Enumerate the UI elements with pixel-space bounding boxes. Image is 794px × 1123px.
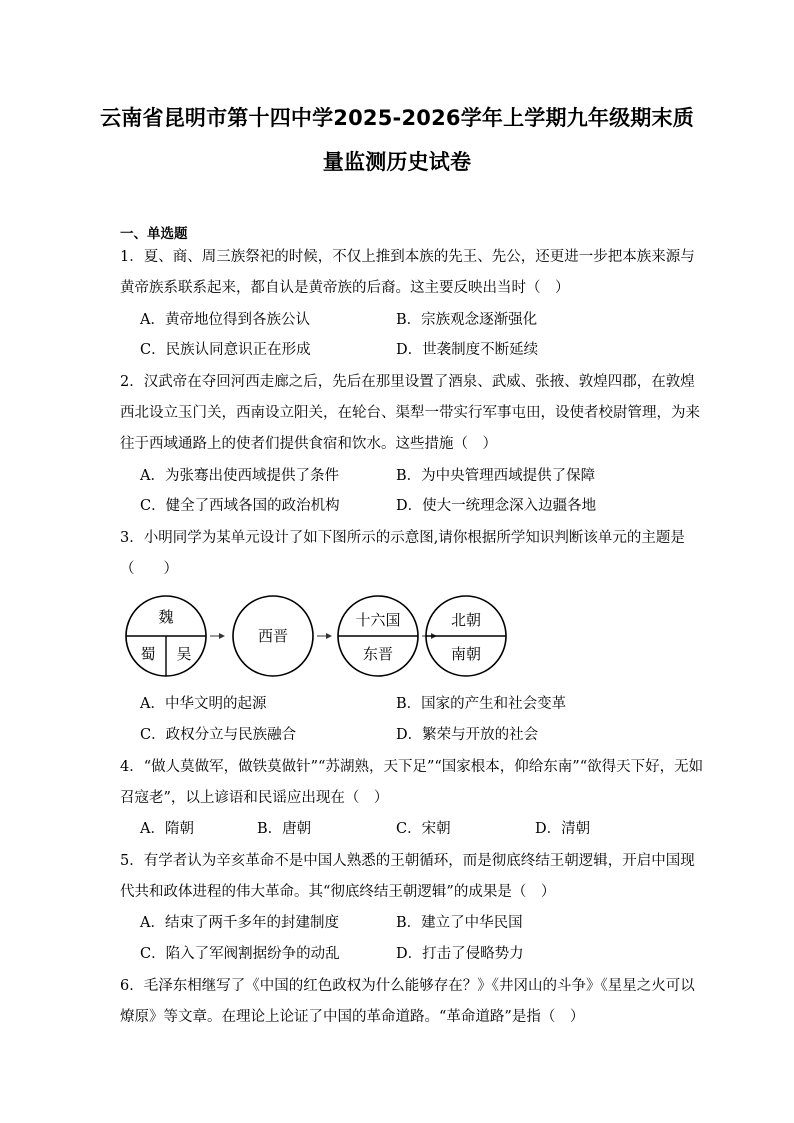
question-5-option-d: D．打击了侵略势力 bbox=[396, 946, 524, 962]
diagram-label-southern-dynasties: 南朝 bbox=[450, 645, 482, 663]
diagram-circle-sixteen-kingdoms bbox=[338, 596, 418, 676]
question-5-text: 代共和政体进程的伟大革命。其“彻底终结王朝逻辑”的成果是（ ） bbox=[120, 884, 556, 900]
question-3-text: 3．小明同学为某单元设计了如下图所示的示意图,请你根据所学知识判断该单元的主题是 bbox=[120, 530, 685, 546]
question-3-text: （ ） bbox=[120, 561, 178, 577]
question-1-text: 黄帝族系联系起来，都自认是黄帝族的后裔。这主要反映出当时（ ） bbox=[120, 280, 570, 296]
question-5-option-a: A．结束了两千多年的封建制度 bbox=[140, 915, 339, 931]
diagram-circle-northern-southern bbox=[426, 596, 506, 676]
question-4-text: 4．“做人莫做军，做铁莫做针”“苏湖熟，天下足”“国家根本，仰给东南”“欲得天下好，无如 bbox=[120, 759, 704, 775]
question-3-option-a: A．中华文明的起源 bbox=[140, 696, 267, 712]
question-4-option-c: C．宋朝 bbox=[396, 821, 451, 837]
exam-title-line-2: 量监测历史试卷 bbox=[322, 150, 472, 174]
question-4-text: 召寇老”，以上谚语和民谣应出现在（ ） bbox=[120, 790, 389, 806]
exam-title-line-1: 云南省昆明市第十四中学2025-2026学年上学期九年级期末质 bbox=[100, 106, 694, 130]
diagram-label-western-jin: 西晋 bbox=[257, 627, 289, 645]
diagram-label-shu: 蜀 bbox=[140, 645, 156, 663]
question-2-option-c: C．健全了西域各国的政治机构 bbox=[140, 498, 340, 514]
question-1-text: 1．夏、商、周三族祭祀的时候，不仅上推到本族的先王、先公，还更进一步把本族来源与 bbox=[120, 249, 695, 265]
diagram-circle-western-jin bbox=[233, 596, 313, 676]
question-5-option-c: C．陷入了军阀割据纷争的动乱 bbox=[140, 946, 340, 962]
diagram-label-sixteen-kingdoms: 十六国 bbox=[355, 611, 401, 629]
diagram-label-wu: 吴 bbox=[176, 645, 192, 663]
diagram-label-northern-dynasties: 北朝 bbox=[450, 611, 482, 629]
question-2-option-b: B．为中央管理西域提供了保障 bbox=[396, 468, 596, 484]
diagram-label-wei: 魏 bbox=[158, 608, 174, 626]
dynasty-flow-diagram bbox=[122, 592, 512, 682]
question-2-option-d: D．使大一统理念深入边疆各地 bbox=[396, 498, 597, 514]
question-3-option-c: C．政权分立与民族融合 bbox=[140, 727, 297, 743]
question-2-text: 西北设立玉门关，西南设立阳关，在轮台、渠犁一带实行军事屯田，设使者校尉管理，为来 bbox=[120, 405, 700, 421]
question-2-option-a: A．为张骞出使西域提供了条件 bbox=[140, 468, 339, 484]
question-6-text: 6．毛泽东相继写了《中国的红色政权为什么能够存在？》《井冈山的斗争》《星星之火可以 bbox=[120, 978, 695, 994]
question-6-text: 燎原》等文章。在理论上论证了中国的革命道路。“革命道路”是指（ ） bbox=[120, 1009, 585, 1025]
question-3-option-d: D．繁荣与开放的社会 bbox=[396, 727, 539, 743]
question-4-option-d: D．清朝 bbox=[535, 821, 591, 837]
question-2-text: 往于西域通路上的使者们提供食宿和饮水。这些措施（ ） bbox=[120, 436, 497, 452]
question-5-option-b: B．建立了中华民国 bbox=[396, 915, 523, 931]
question-4-option-b: B．唐朝 bbox=[257, 821, 312, 837]
question-2-text: 2．汉武帝在夺回河西走廊之后，先后在那里设置了酒泉、武威、张掖、敦煌四郡，在敦煌 bbox=[120, 374, 695, 390]
question-1-option-d: D．世袭制度不断延续 bbox=[396, 342, 539, 358]
section-heading: 一、单选题 bbox=[120, 226, 188, 242]
diagram-circle-three-kingdoms bbox=[126, 596, 206, 676]
question-3-option-b: B．国家的产生和社会变革 bbox=[396, 696, 567, 712]
question-1-option-b: B．宗族观念逐渐强化 bbox=[396, 312, 538, 328]
question-1-option-a: A．黄帝地位得到各族公认 bbox=[140, 312, 310, 328]
question-5-text: 5．有学者认为辛亥革命不是中国人熟悉的王朝循环，而是彻底终结王朝逻辑，开启中国现 bbox=[120, 853, 695, 869]
question-4-option-a: A．隋朝 bbox=[140, 821, 194, 837]
diagram-label-eastern-jin: 东晋 bbox=[362, 645, 394, 663]
question-1-option-c: C．民族认同意识正在形成 bbox=[140, 342, 311, 358]
